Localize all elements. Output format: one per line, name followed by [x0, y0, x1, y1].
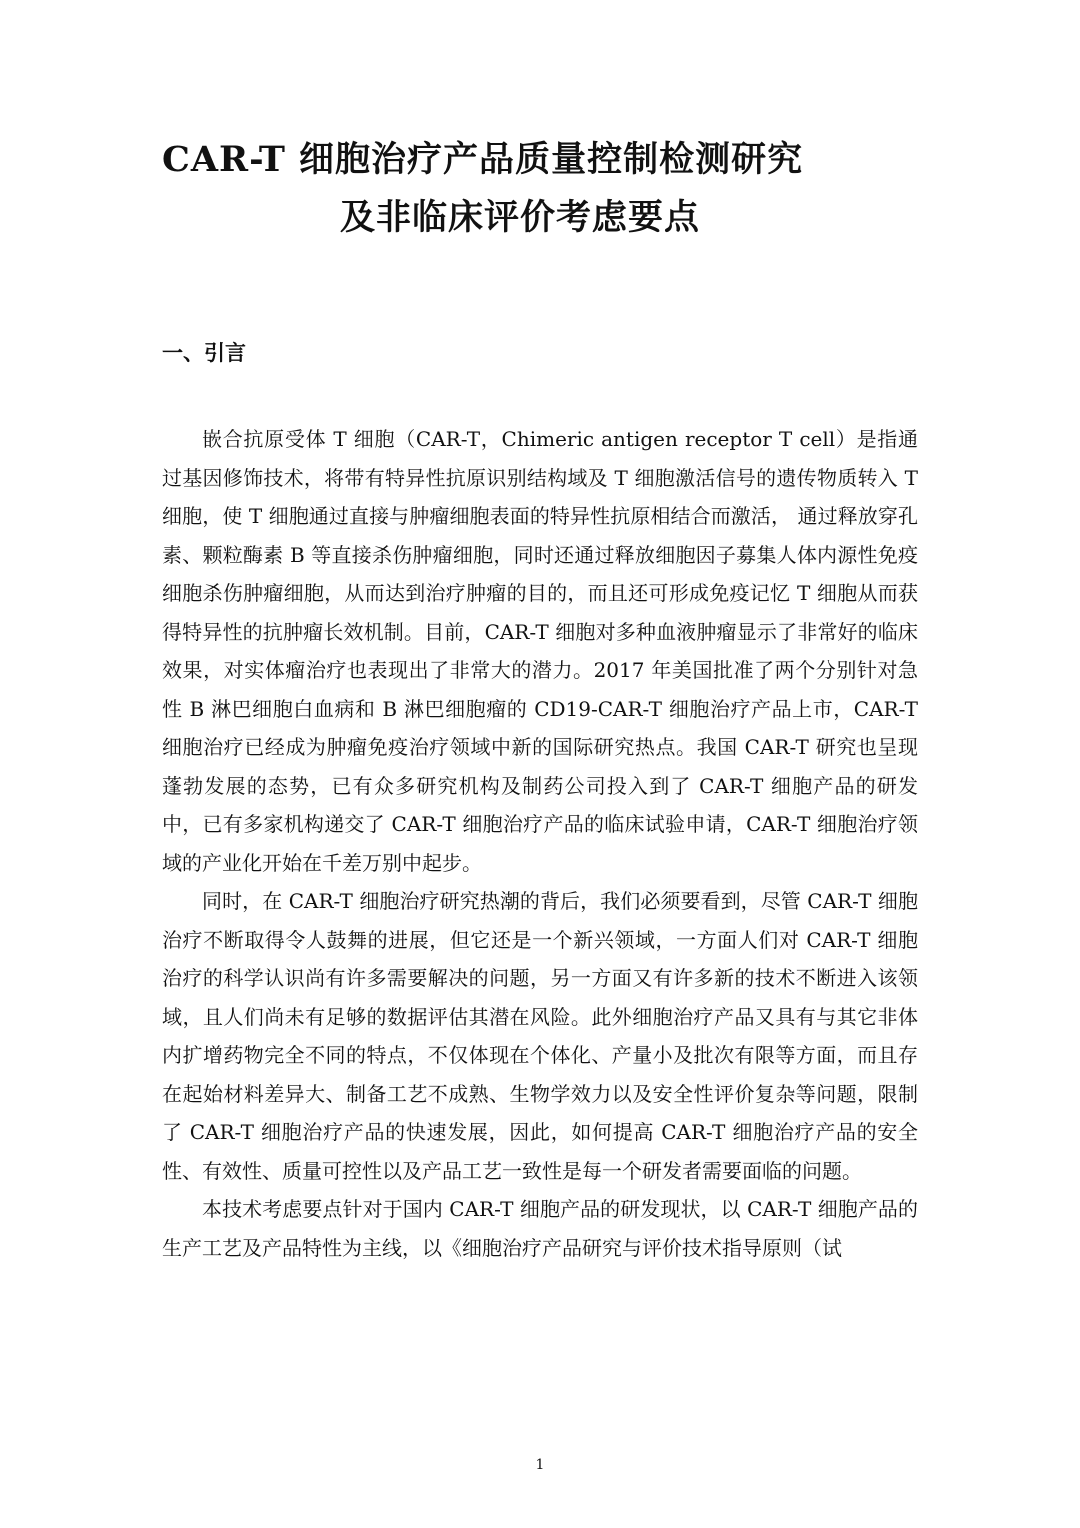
document-body — [162, 420, 918, 1267]
paragraph-1: 嵌合抗原受体 T 细胞（CAR-T，Chimeric antigen receptor T cell）是指通过基因修饰技术，将带有特异性抗原识别结构域及 T 细胞激活信号的遗传物质转入 T 细胞，使 T 细胞通过直接与肿瘤细胞表面的特异性抗原相结合而激活， 通过释放穿孔素、颗粒酶素 B 等直接杀伤肿瘤细胞，同时还通过释放细胞因子募集人体内源性免疫细胞杀伤肿瘤细胞，从而达到治疗肿瘤的目的，而且还可形成免疫记忆 T 细胞从而获得特异性的抗肿瘤长效机制。目前，CAR-T 细胞对多种血液肿瘤显示了非常好的临床效果，对实体瘤治疗也表现出了非常大的潜力。2017 年美国批准了两个分别针对急性 B 淋巴细胞白血病和 B 淋巴细胞瘤的 CD19-CAR-T 细胞治疗产品上市，CAR-T 细胞治疗已经成为肿瘤免疫治疗领域中新的国际研究热点。我国 CAR-T 研究也呈现蓬勃发展的态势，已有众多研究机构及制药公司投入到了 CAR-T 细胞产品的研发中，已有多家机构递交了 CAR-T 细胞治疗产品的临床试验申请，CAR-T 细胞治疗领域的产业化开始在千差万别中起步。 — [162, 427, 918, 875]
paragraph-2: 同时，在 CAR-T 细胞治疗研究热潮的背后，我们必须要看到，尽管 CAR-T 细胞治疗不断取得令人鼓舞的进展，但它还是一个新兴领域，一方面人们对 CAR-T 细胞治疗的科学认识尚有许多需要解决的问题，另一方面又有许多新的技术不断进入该领域，且人们尚未有足够的数据评估其潜在风险。此外细胞治疗产品又具有与其它非体内扩增药物完全不同的特点，不仅体现在个体化、产量小及批次有限等方面，而且存在起始材料差异大、制备工艺不成熟、生物学效力以及安全性评价复杂等问题，限制了 CAR-T 细胞治疗产品的快速发展，因此，如何提高 CAR-T 细胞治疗产品的安全性、有效性、质量可控性以及产品工艺一致性是每一个研发者需要面临的问题。 — [162, 889, 918, 1183]
document-title-line-1: CAR-T 细胞治疗产品质量控制检测研究 — [162, 139, 804, 180]
section-heading-introduction: 一、引言 — [162, 340, 246, 365]
document-title-line-2: 及非临床评价考虑要点 — [340, 197, 701, 238]
paragraph-3: 本技术考虑要点针对于国内 CAR-T 细胞产品的研发现状，以 CAR-T 细胞产品的生产工艺及产品特性为主线，以《细胞治疗产品研究与评价技术指导原则（试 — [162, 1197, 918, 1260]
page-number: 1 — [535, 1457, 545, 1473]
